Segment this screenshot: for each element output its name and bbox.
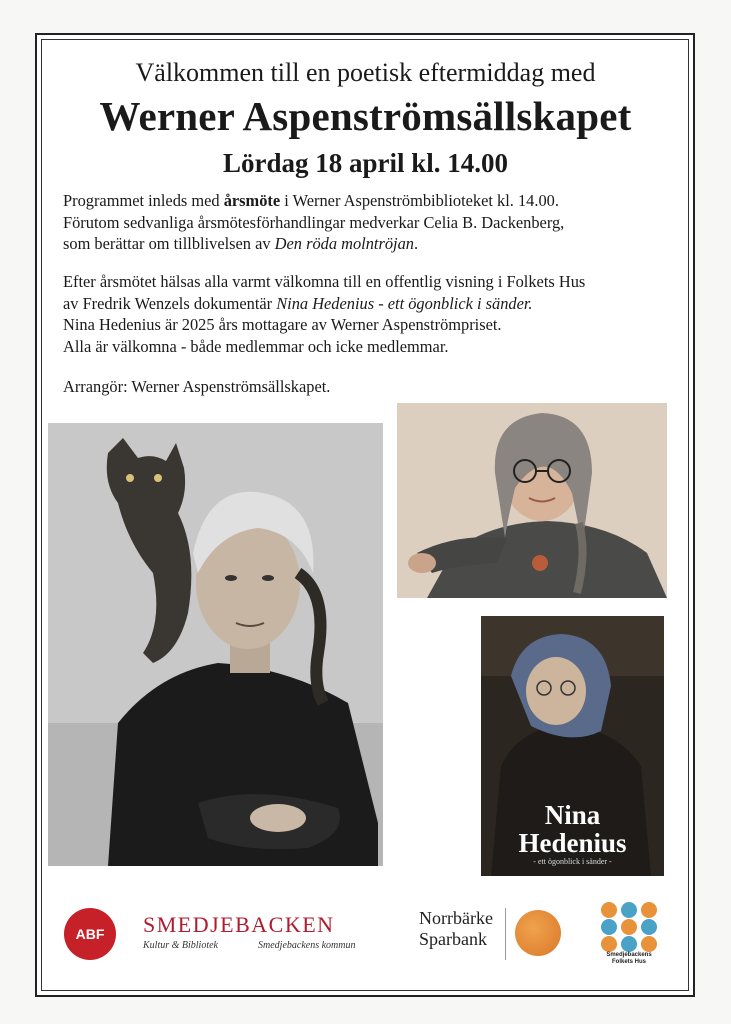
poster-title: Werner Aspenströmsällskapet <box>99 93 632 139</box>
sparbank-divider <box>505 908 506 960</box>
text: Programmet inleds med <box>63 191 224 210</box>
photo-nina-hedenius-portrait <box>397 403 667 598</box>
book-title: Den röda molntröjan <box>274 234 414 254</box>
smedjebacken-logo-sub1: Kultur & Bibliotek <box>143 940 218 951</box>
abf-logo: ABF <box>64 908 116 960</box>
smedjebacken-logo-sub2: Smedjebackens kommun <box>258 940 356 951</box>
film-poster-subtitle: - ett ögonblick i sänder - <box>533 857 612 866</box>
sparbank-emblem-icon <box>515 910 561 956</box>
folkets-hus-pinwheel-icon <box>599 900 659 952</box>
text: Nina Hedenius är 2025 års mottagare av Werner Aspenströmpriset. <box>63 315 502 335</box>
text: i Werner Aspenströmbiblioteket kl. 14.00. <box>280 191 559 210</box>
film-poster <box>481 616 664 876</box>
text: av Fredrik Wenzels dokumentär <box>63 293 277 313</box>
paragraph-annual-meeting <box>63 190 673 255</box>
man-with-cat-illustration <box>48 423 383 866</box>
folkets-hus-line1: Smedjebackens <box>606 952 652 958</box>
intro-line: Välkommen till en poetisk eftermiddag med <box>135 58 596 87</box>
sponsor-logos <box>0 900 731 970</box>
sparbank-logo-text <box>419 908 493 950</box>
folkets-hus-line2: Folkets Hus <box>611 959 646 965</box>
organizer-line: Arrangör: Werner Aspenströmsällskapet. <box>63 377 331 396</box>
film-title: Nina Hedenius - ett ögonblick i sänder. <box>276 293 533 313</box>
text: som berättar om tillblivelsen av <box>63 234 275 254</box>
sparbank-line2: Sparbank <box>419 929 487 949</box>
sparbank-line1: Norrbärke <box>419 908 493 928</box>
woman-portrait-illustration <box>397 403 667 598</box>
film-poster-title-line2: Hedenius <box>518 828 627 858</box>
event-date: Lördag 18 april kl. 14.00 <box>222 148 509 178</box>
film-poster-title <box>481 801 664 857</box>
photo-man-with-cat <box>48 423 383 866</box>
folkets-hus-logo-text <box>599 952 659 966</box>
paragraph-screening <box>63 271 673 357</box>
text: Alla är välkomna - både medlemmar och icke medlemmar. <box>63 336 449 356</box>
text: Förutom sedvanliga årsmötesförhandlingar medverkar Celia B. Dackenberg, <box>63 212 565 232</box>
smedjebacken-logo-name: SMEDJEBACKEN <box>143 912 335 937</box>
film-poster-title-line1: Nina <box>544 800 601 830</box>
text: Efter årsmötet hälsas alla varmt välkomna till en offentlig visning i Folkets Hus <box>63 272 586 291</box>
text: . <box>414 234 419 254</box>
text-bold: årsmöte <box>223 191 281 210</box>
